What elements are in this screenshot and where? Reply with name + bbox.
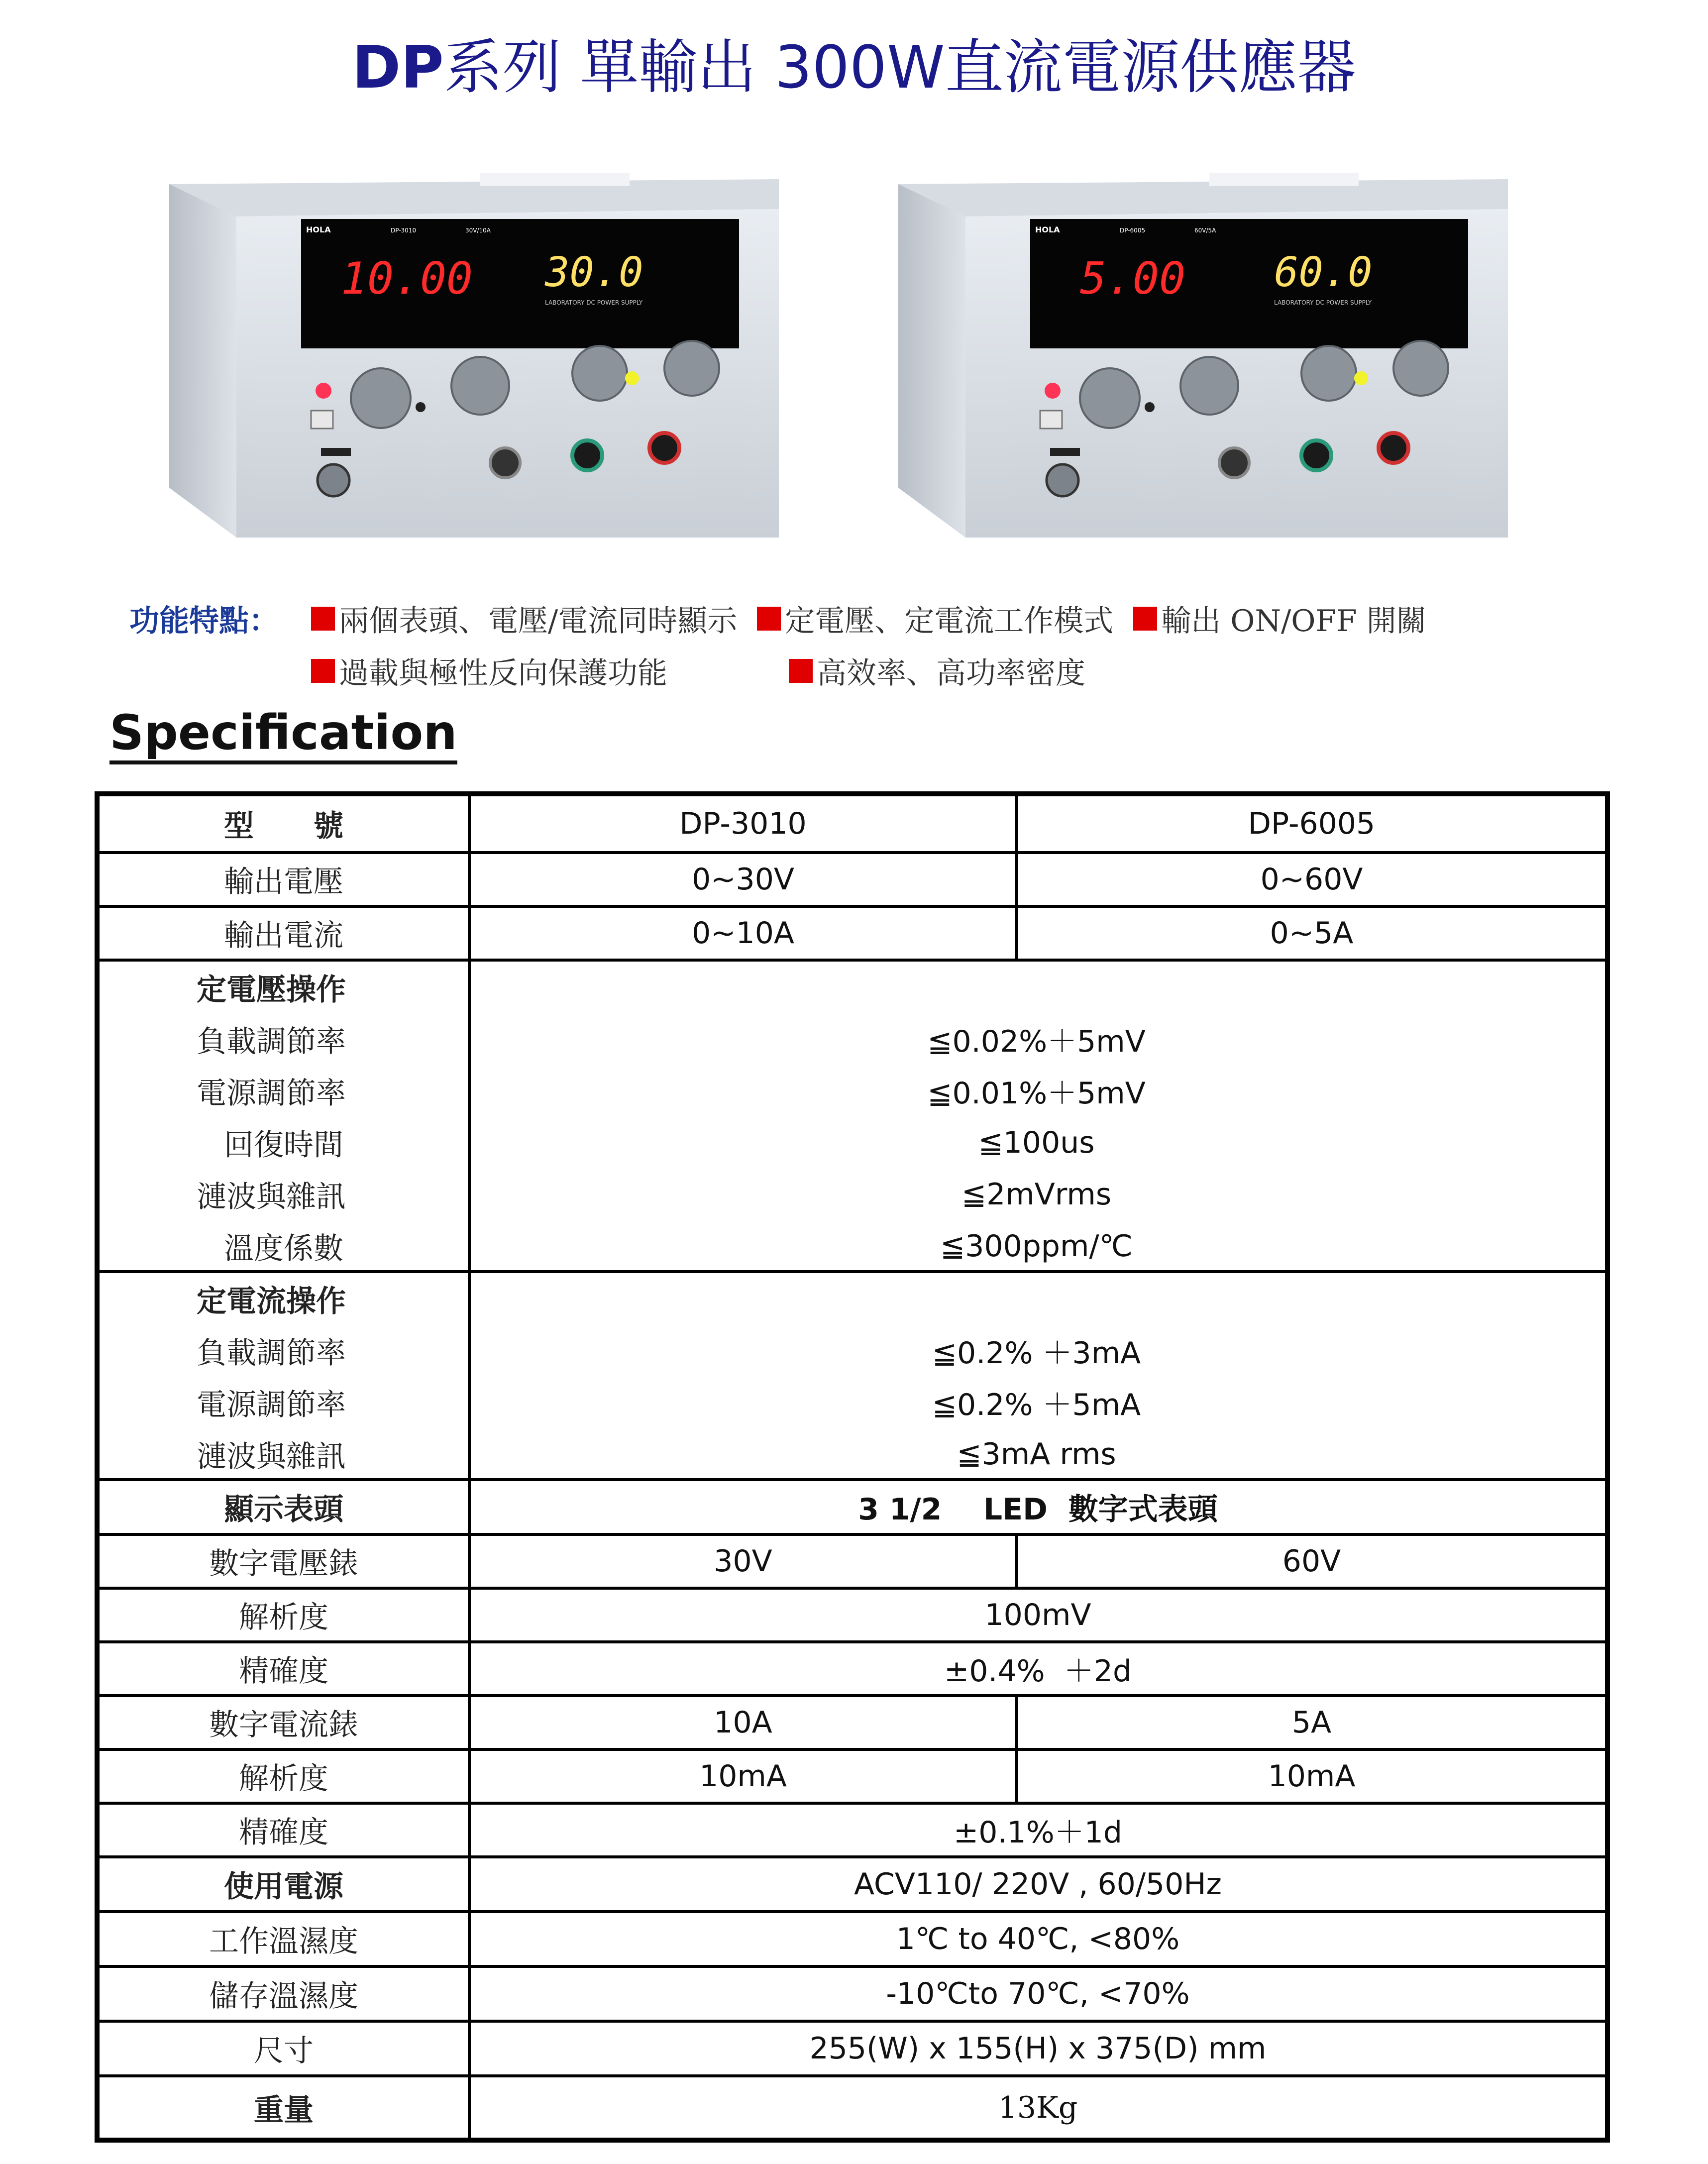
table-row-volt-meter: [100, 1533, 1605, 1587]
value-b: 60V: [1015, 1536, 1605, 1587]
voltage-display: 60.0: [1274, 249, 1373, 296]
row-value: ≦0.02%＋5mV: [927, 1024, 1146, 1059]
row-label: 精確度: [239, 1654, 328, 1689]
row-label: 儲存溫濕度: [209, 1979, 358, 2014]
row-label: 電源調節率: [197, 1076, 346, 1111]
value-a: 10mA: [468, 1751, 1015, 1802]
row-value: ≦300ppm/℃: [940, 1229, 1133, 1264]
row-label: 尺寸: [254, 2034, 314, 2068]
feature-item: [311, 649, 769, 692]
rating-label: 60V/5A: [1194, 227, 1216, 234]
value-b: 10mA: [1015, 1751, 1605, 1802]
row-value: ≦2mVrms: [961, 1177, 1112, 1212]
feature-text: 過載與極性反向保護功能: [339, 655, 667, 691]
model-label: DP-3010: [391, 227, 417, 234]
row-label: 數字電流錶: [209, 1708, 358, 1742]
voltage-fine-knob[interactable]: [1301, 346, 1356, 401]
row-value: 255(W) x 155(H) x 375(D) mm: [468, 2023, 1605, 2074]
table-row-display: [100, 1478, 1605, 1533]
feature-item: [311, 597, 737, 640]
row-value: 1℃ to 40℃, <80%: [468, 1913, 1605, 1965]
red-square-bullet-icon: [757, 607, 781, 631]
positive-terminal[interactable]: [1379, 433, 1408, 463]
value-b: 0~60V: [1015, 854, 1605, 905]
value-a: 10A: [468, 1697, 1015, 1748]
row-label: 重量: [254, 2092, 314, 2128]
row-label: 使用電源: [224, 1869, 343, 1904]
product-photo-dp3010: [162, 169, 804, 538]
row-value: ±0.1%＋1d: [468, 1805, 1605, 1855]
panel-text: LABORATORY DC POWER SUPPLY: [1274, 299, 1372, 306]
row-label: 精確度: [239, 1815, 328, 1850]
table-row-model: [100, 796, 1605, 851]
voltage-coarse-knob[interactable]: [664, 341, 719, 396]
red-square-bullet-icon: [789, 659, 813, 683]
feature-item: [1133, 597, 1426, 640]
table-group-cc: [100, 1270, 1605, 1478]
current-display: 5.00: [1080, 253, 1185, 304]
row-value: ≦100us: [978, 1125, 1095, 1160]
current-fine-knob[interactable]: [351, 368, 411, 428]
red-square-bullet-icon: [311, 607, 335, 631]
group-heading: 定電流操作: [197, 1284, 346, 1319]
features-row-1: [129, 592, 1622, 645]
table-row-output-current: [100, 905, 1605, 959]
table-row-weight: [100, 2074, 1605, 2138]
row-label: 輸出電壓: [224, 865, 343, 899]
current-coarse-knob[interactable]: [1180, 357, 1238, 415]
power-supply-illustration: [891, 169, 1533, 538]
table-row-power: [100, 1855, 1605, 1910]
value-a: 0~30V: [468, 854, 1015, 905]
model-label: DP-6005: [1120, 227, 1146, 234]
product-photo-dp6005: [891, 169, 1533, 538]
feature-text: 高效率、高功率密度: [817, 655, 1085, 691]
voltage-fine-knob[interactable]: [572, 346, 627, 401]
row-label: 顯示表頭: [224, 1492, 343, 1527]
power-switch[interactable]: [1047, 464, 1078, 496]
features-label: 功能特點：: [129, 603, 279, 639]
voltage-display: 30.0: [545, 249, 643, 296]
row-value: ±0.4% ＋2d: [468, 1643, 1605, 1694]
negative-terminal[interactable]: [572, 440, 602, 470]
value-a: 0~10A: [468, 908, 1015, 959]
row-value: ≦0.2% ＋5mA: [932, 1388, 1141, 1422]
feature-text: 兩個表頭、電壓/電流同時顯示: [339, 603, 738, 639]
value-b: 5A: [1015, 1697, 1605, 1748]
model-a: DP-3010: [468, 796, 1015, 851]
row-label: 漣波與雜訊: [197, 1439, 346, 1474]
row-value: ≦3mA rms: [957, 1437, 1116, 1472]
row-value: 13Kg: [468, 2077, 1605, 2138]
brand-label: HOLA: [306, 225, 331, 234]
panel-text: LABORATORY DC POWER SUPPLY: [545, 299, 643, 306]
value-a: 30V: [468, 1536, 1015, 1587]
page-title: [0, 20, 1708, 105]
voltage-coarse-knob[interactable]: [1393, 341, 1448, 396]
table-row-amp-meter: [100, 1694, 1605, 1748]
brand-label: HOLA: [1035, 225, 1060, 234]
positive-terminal[interactable]: [649, 433, 679, 463]
table-row-volt-resolution: [100, 1587, 1605, 1640]
table-group-cv: [100, 959, 1605, 1270]
row-label: 溫度係數: [224, 1231, 343, 1266]
table-row-storage-env: [100, 1965, 1605, 2020]
features-section: [129, 592, 1622, 697]
power-switch[interactable]: [318, 464, 349, 496]
row-label: 解析度: [239, 1761, 328, 1796]
row-label: 解析度: [239, 1600, 328, 1635]
row-label: 回復時間: [224, 1128, 343, 1163]
model-b: DP-6005: [1015, 796, 1605, 851]
table-row-output-voltage: [100, 851, 1605, 905]
ground-terminal[interactable]: [490, 448, 520, 478]
current-display: 10.00: [341, 253, 473, 304]
ground-terminal[interactable]: [1219, 448, 1249, 478]
row-label: 電源調節率: [197, 1388, 346, 1422]
rating-label: 30V/10A: [465, 227, 491, 234]
table-row-amp-resolution: [100, 1748, 1605, 1802]
row-value: ≦0.2% ＋3mA: [932, 1336, 1141, 1371]
row-label: 漣波與雜訊: [197, 1180, 346, 1214]
red-square-bullet-icon: [311, 659, 335, 683]
table-row-amp-accuracy: [100, 1802, 1605, 1855]
title-series: DP: [352, 33, 444, 102]
row-value: 100mV: [468, 1590, 1605, 1640]
table-row-size: [100, 2020, 1605, 2074]
power-supply-illustration: [162, 169, 804, 538]
row-value: ≦0.01%＋5mV: [927, 1076, 1146, 1111]
row-value: ACV110/ 220V , 60/50Hz: [468, 1858, 1605, 1910]
feature-text: 定電壓、定電流工作模式: [785, 603, 1114, 639]
row-label: 負載調節率: [197, 1336, 346, 1371]
current-fine-knob[interactable]: [1080, 368, 1140, 428]
table-row-operating-env: [100, 1910, 1605, 1965]
feature-item: [789, 649, 1085, 692]
features-row-2: [129, 645, 1622, 697]
feature-item: [757, 597, 1113, 640]
negative-terminal[interactable]: [1301, 440, 1331, 470]
specification-heading: Specification: [109, 707, 457, 764]
row-value: -10℃to 70℃, <70%: [468, 1968, 1605, 2020]
row-label: 數字電壓錶: [209, 1546, 358, 1581]
feature-text: 輸出 ON/OFF 開關: [1161, 603, 1426, 639]
specification-table: [95, 791, 1610, 2143]
row-label: 工作溫濕度: [209, 1924, 358, 1959]
group-heading: 定電壓操作: [197, 973, 346, 1007]
current-coarse-knob[interactable]: [451, 357, 509, 415]
value-b: 0~5A: [1015, 908, 1605, 959]
title-rest: 系列 單輸出 300W直流電源供應器: [443, 33, 1356, 102]
row-label: 負載調節率: [197, 1024, 346, 1059]
table-row-volt-accuracy: [100, 1640, 1605, 1694]
model-label: 型 號: [224, 809, 343, 844]
row-label: 輸出電流: [224, 918, 343, 953]
row-value: 3 1/2 LED 數字式表頭: [468, 1481, 1605, 1533]
red-square-bullet-icon: [1133, 607, 1157, 631]
